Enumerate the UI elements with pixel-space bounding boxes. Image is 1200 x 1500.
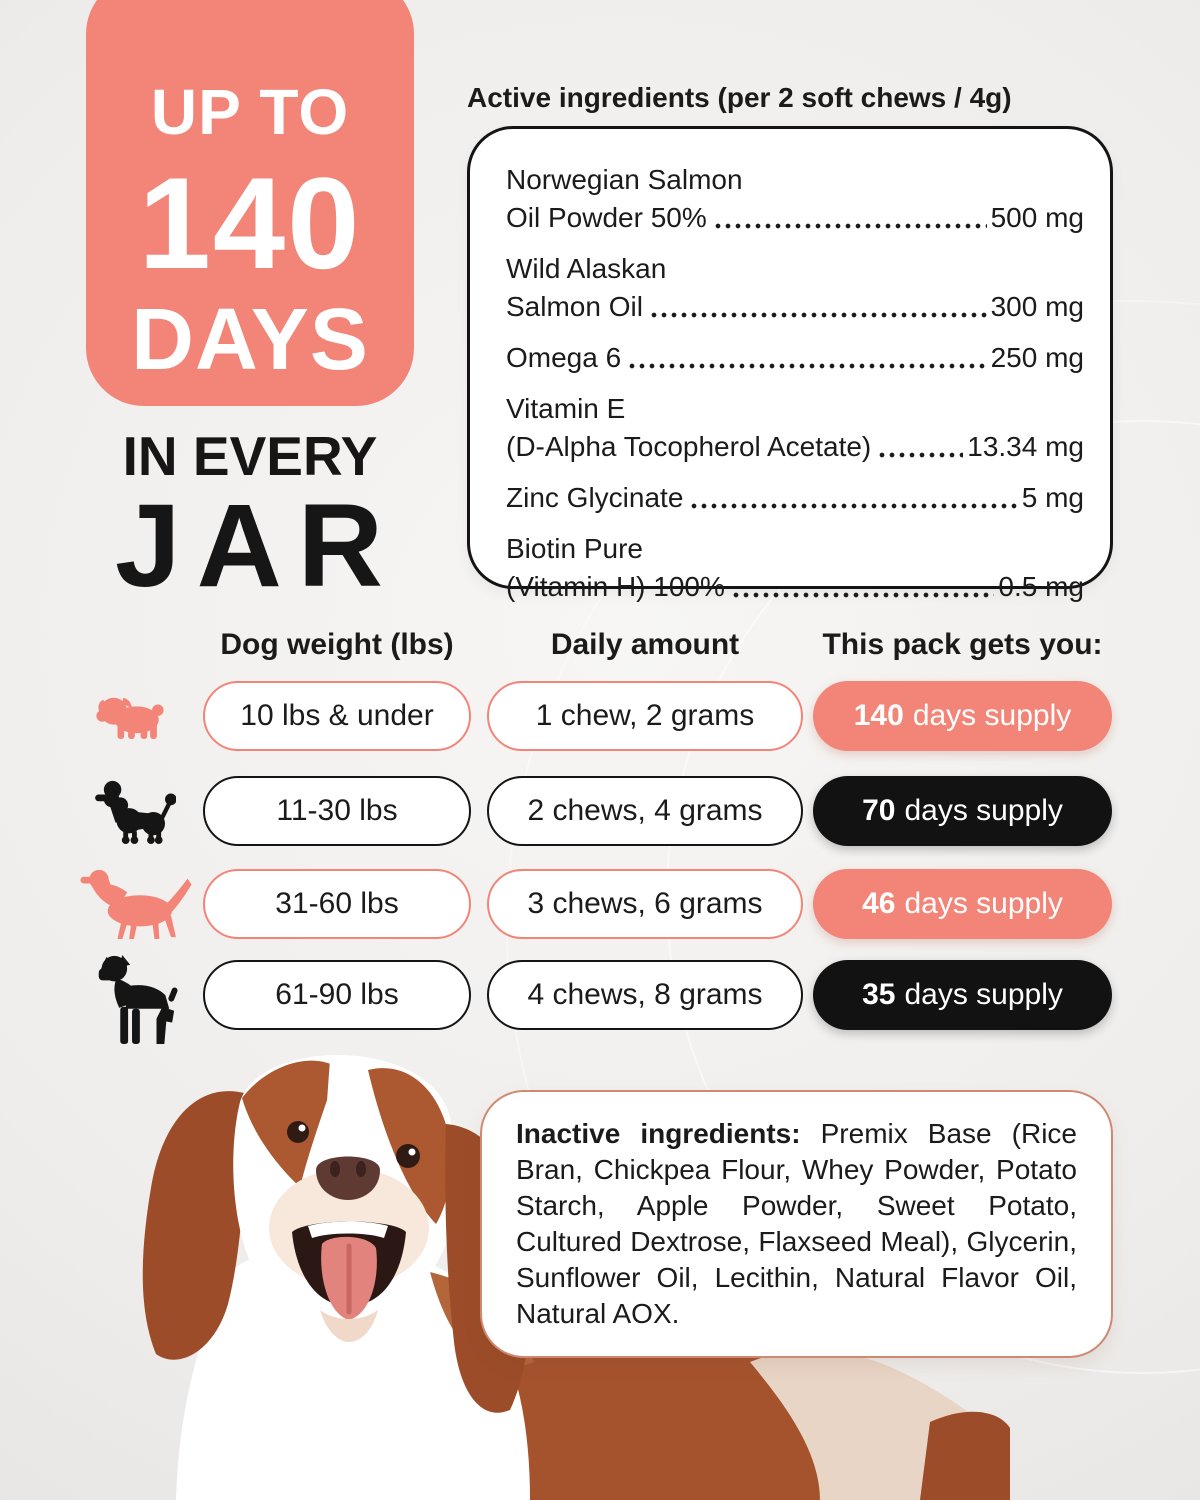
dotted-leader (689, 503, 1017, 509)
supply-number: 35 (862, 978, 896, 1011)
weight-value: 10 lbs & under (240, 699, 434, 732)
ingredient-name: Oil Powder 50% (506, 202, 707, 233)
daily-pill (487, 960, 803, 1030)
weight-pill (203, 776, 471, 846)
supply-number: 140 (853, 699, 904, 732)
supply-text: days supply (904, 794, 1063, 827)
dotted-leader (627, 363, 986, 369)
weight-pill (203, 681, 471, 751)
hero-badge (86, 0, 414, 406)
ingredient-amount: 300 mg (990, 291, 1084, 322)
ingredient-name: Salmon Oil (506, 291, 643, 322)
daily-value: 2 chews, 4 grams (527, 794, 763, 827)
ingredient-item (506, 479, 1084, 517)
weight-pill (203, 960, 471, 1030)
daily-value: 1 chew, 2 grams (535, 699, 755, 732)
ingredient-name: Norwegian Salmon (506, 164, 743, 195)
supply-text: days supply (912, 699, 1072, 732)
ingredient-name: (D-Alpha Tocopherol Acetate) (506, 431, 872, 462)
hero-jar: JAR (114, 480, 400, 612)
dotted-leader (877, 452, 963, 458)
weight-value: 31-60 lbs (275, 887, 399, 920)
ingredient-item (506, 390, 1084, 466)
ingredient-name: Wild Alaskan (506, 253, 667, 284)
ingredient-item (506, 530, 1084, 606)
daily-pill (487, 776, 803, 846)
weight-value: 61-90 lbs (275, 978, 399, 1011)
ingredient-amount: 5 mg (1021, 482, 1084, 513)
weight-pill (203, 869, 471, 939)
table-row (0, 960, 1200, 1030)
ingredient-name: Zinc Glycinate (506, 482, 684, 513)
ingredient-amount: 0.5 mg (998, 571, 1084, 602)
column-header-pack: This pack gets you: (822, 628, 1103, 661)
active-ingredients-box (467, 126, 1113, 602)
supply-text: days supply (904, 887, 1063, 920)
ingredient-item (506, 339, 1084, 377)
ingredient-item (506, 161, 1084, 237)
hero-140: 140 (138, 150, 362, 296)
ingredient-name: Vitamin E (506, 393, 626, 424)
inactive-ingredients-box (480, 1090, 1113, 1358)
daily-pill (487, 681, 803, 751)
daily-pill (487, 869, 803, 939)
ingredient-amount: 13.34 mg (967, 431, 1084, 462)
daily-value: 3 chews, 6 grams (527, 887, 763, 920)
supply-number: 70 (862, 794, 896, 827)
hero-days: DAYS (131, 291, 369, 388)
weight-value: 11-30 lbs (276, 794, 398, 827)
ingredient-name: (Vitamin H) 100% (506, 571, 725, 602)
dotted-leader (731, 592, 994, 598)
table-row (0, 776, 1200, 846)
hero-in-every: IN EVERY (122, 425, 378, 487)
pug-icon (93, 691, 167, 739)
supply-number: 46 (862, 887, 896, 920)
ingredient-name: Biotin Pure (506, 533, 643, 564)
table-row (0, 869, 1200, 939)
supply-pill (813, 776, 1112, 846)
ingredient-name: Omega 6 (506, 342, 622, 373)
poodle-icon (88, 778, 176, 844)
column-header-daily-amount: Daily amount (550, 628, 740, 661)
ingredient-amount: 250 mg (990, 342, 1084, 373)
ingredient-amount: 500 mg (990, 202, 1084, 233)
daily-value: 4 chews, 8 grams (527, 978, 763, 1011)
active-ingredients-heading: Active ingredients (per 2 soft chews / 4g) (467, 82, 1012, 113)
supply-text: days supply (904, 978, 1063, 1011)
setter-icon (78, 867, 192, 941)
ingredient-item (506, 250, 1084, 326)
inactive-ingredients-label: Inactive ingredients: (516, 1118, 801, 1149)
hero-up-to: UP TO (150, 76, 350, 148)
column-header-dog-weight: Dog weight (lbs) (220, 628, 454, 661)
dotted-leader (649, 312, 987, 318)
supply-pill (813, 960, 1112, 1030)
dotted-leader (713, 223, 987, 229)
supply-pill (813, 869, 1112, 939)
inactive-ingredients-text: Inactive ingredients: Premix Base (Rice Bran, Chickpea Flour, Whey Powder, Potato Starch, Apple Powder, Sweet Potato, Cultured Dextrose, Flaxseed Meal), Glycerin, Sunflower Oil, Lecithin, Natural Flavor Oil, Natural AOX. (516, 1118, 1077, 1329)
table-row (0, 681, 1200, 751)
supply-pill (813, 681, 1112, 751)
